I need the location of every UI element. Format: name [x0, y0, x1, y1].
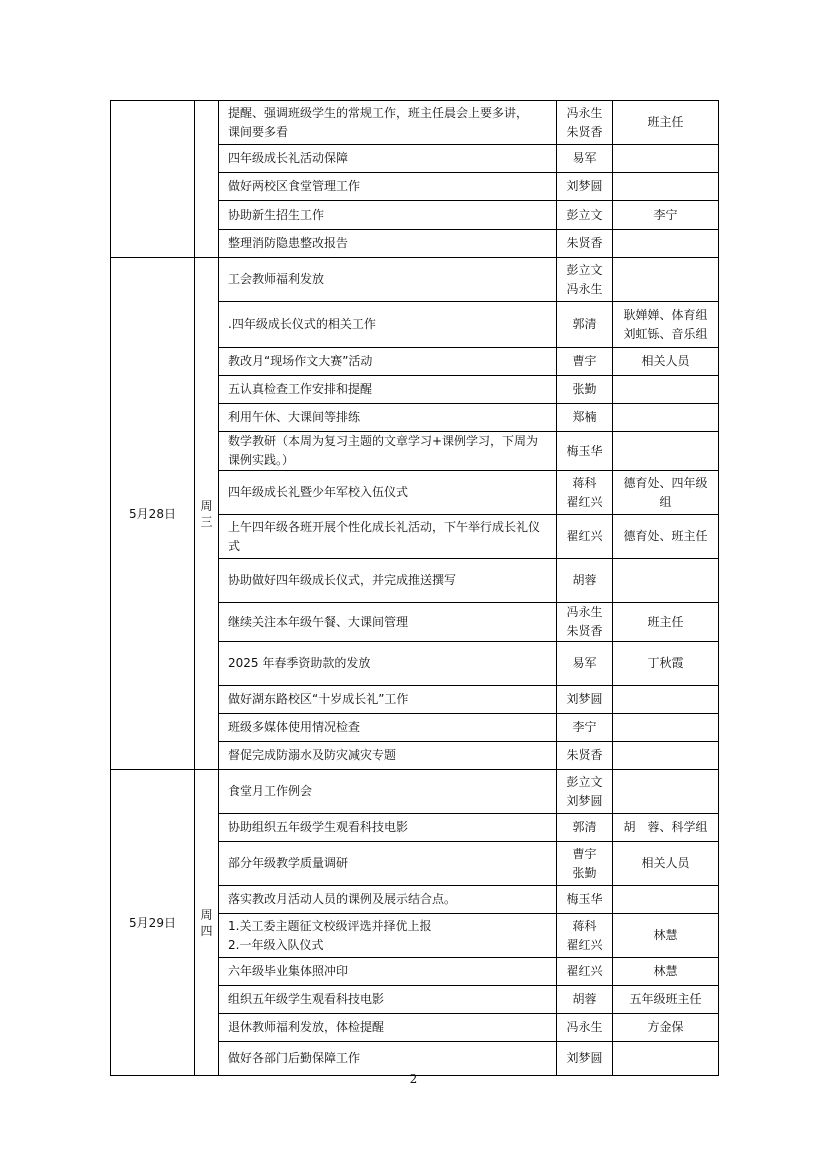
person-cell [557, 201, 613, 230]
person-cell-line: 易军 [572, 656, 597, 670]
task-cell [219, 958, 557, 986]
table-row [111, 101, 719, 145]
cooperator-cell-line: 德育处、班主任 [623, 529, 708, 543]
task-cell [219, 101, 557, 145]
task-cell [219, 145, 557, 173]
person-cell [557, 886, 613, 914]
person-cell-line: 曹宇 [572, 354, 597, 368]
task-cell [219, 842, 557, 886]
person-cell-line: 郭清 [572, 820, 597, 834]
cooperator-cell-line: 李宁 [653, 207, 678, 222]
person-cell [557, 230, 613, 258]
task-cell-line: 做好各部门后勤保障工作 [228, 1051, 361, 1065]
task-cell-line: 工会教师福利发放 [228, 272, 325, 286]
task-cell [219, 914, 557, 958]
task-cell-line: 2.一年级入队仪式 [228, 937, 324, 952]
date-cell [111, 101, 195, 258]
task-cell [219, 471, 557, 515]
person-cell-line: 易军 [572, 151, 597, 165]
task-cell-line: 1.关工委主题征文校级评选并择优上报 [228, 918, 432, 933]
weekday-cell-line: 周 [200, 498, 213, 513]
cooperator-cell [613, 742, 719, 770]
person-cell [557, 714, 613, 742]
task-cell-line: 协助做好四年级成长仪式，并完成推送撰写 [228, 573, 457, 587]
person-cell [557, 814, 613, 842]
task-cell-line: 教改月“现场作文大赛”活动 [228, 354, 373, 368]
task-cell-line: 协助组织五年级学生观看科技电影 [228, 820, 409, 834]
person-cell [557, 432, 613, 471]
task-cell-line: 部分年级教学质量调研 [228, 856, 349, 870]
task-cell-line: 五认真检查工作安排和提醒 [228, 382, 373, 396]
table-row [111, 770, 719, 814]
person-cell-line: 翟红兴 [566, 937, 603, 952]
task-cell [219, 603, 557, 642]
schedule-body [111, 101, 719, 1076]
task-cell [219, 886, 557, 914]
weekday-cell [195, 101, 219, 258]
cooperator-cell [613, 101, 719, 145]
task-cell [219, 376, 557, 404]
task-cell [219, 559, 557, 603]
weekday-cell [195, 258, 219, 770]
page-number: 2 [409, 1072, 418, 1086]
task-cell-line: 落实教改月活动人员的课例及展示结合点。 [228, 892, 457, 906]
task-cell [219, 173, 557, 201]
cooperator-cell-line: 刘虹铄、音乐组 [623, 326, 708, 341]
cooperator-cell [613, 1014, 719, 1042]
cooperator-cell [613, 302, 719, 348]
task-cell [219, 686, 557, 714]
cooperator-cell [613, 842, 719, 886]
cooperator-cell [613, 471, 719, 515]
person-cell-line: 翟红兴 [566, 964, 603, 978]
person-cell [557, 770, 613, 814]
person-cell-line: 梅玉华 [566, 443, 603, 458]
cooperator-cell [613, 914, 719, 958]
cooperator-cell [613, 814, 719, 842]
person-cell-line: 蒋科 [572, 918, 597, 933]
person-cell [557, 348, 613, 376]
person-cell-line: 曹宇 [572, 846, 597, 861]
person-cell-line: 胡蓉 [572, 573, 597, 587]
person-cell [557, 986, 613, 1014]
task-cell-line: 协助新生招生工作 [228, 207, 325, 222]
task-cell-line: 课例实践。） [228, 453, 295, 467]
cooperator-cell [613, 559, 719, 603]
date-cell: 5月29日 [111, 770, 195, 1076]
person-cell [557, 376, 613, 404]
task-cell-line: 课间要多看 [228, 124, 289, 139]
task-cell-line: 做好湖东路校区“十岁成长礼”工作 [228, 692, 409, 706]
person-cell-line: 郑楠 [572, 410, 597, 424]
person-cell [557, 471, 613, 515]
person-cell-line: 李宁 [572, 720, 597, 734]
person-cell-line: 翟红兴 [566, 529, 603, 543]
cooperator-cell-line: 丁秋霞 [647, 656, 684, 670]
person-cell [557, 742, 613, 770]
cooperator-cell [613, 958, 719, 986]
person-cell-line: 朱贤香 [566, 124, 603, 139]
person-cell [557, 842, 613, 886]
weekday-cell [195, 770, 219, 1076]
person-cell-line: 梅玉华 [566, 892, 603, 906]
person-cell [557, 173, 613, 201]
cooperator-cell-line: 班主任 [647, 614, 684, 629]
task-cell [219, 714, 557, 742]
person-cell-line: 刘梦圆 [566, 692, 603, 706]
task-cell-line: 继续关注本年级午餐、大课间管理 [228, 614, 409, 629]
person-cell-line: 冯永生 [566, 605, 603, 619]
cooperator-cell [613, 886, 719, 914]
person-cell [557, 642, 613, 686]
cooperator-cell-line: 方金保 [647, 1020, 684, 1034]
cooperator-cell [613, 201, 719, 230]
person-cell [557, 559, 613, 603]
person-cell-line: 张勤 [572, 865, 597, 880]
person-cell-line: 冯永生 [566, 1020, 603, 1034]
person-cell-line: 彭立文 [566, 262, 603, 277]
person-cell [557, 404, 613, 432]
task-cell-line: 退休教师福利发放，体检提醒 [228, 1020, 385, 1034]
person-cell [557, 515, 613, 559]
task-cell-line: 2025 年春季资助款的发放 [228, 656, 371, 670]
cooperator-cell [613, 145, 719, 173]
task-cell [219, 432, 557, 471]
date-cell: 5月28日 [111, 258, 195, 770]
person-cell [557, 603, 613, 642]
task-cell [219, 814, 557, 842]
cooperator-cell-line: 相关人员 [641, 856, 690, 870]
cooperator-cell [613, 432, 719, 471]
task-cell-line: 提醒、强调班级学生的常规工作，班主任晨会上要多讲， [228, 105, 529, 120]
task-cell-line: .四年级成长仪式的相关工作 [228, 317, 376, 331]
task-cell-line: 四年级成长礼暨少年军校入伍仪式 [228, 485, 409, 499]
person-cell-line: 郭清 [572, 317, 597, 331]
task-cell-line: 上午四年级各班开展个性化成长礼活动，下午举行成长礼仪 [228, 519, 541, 534]
cooperator-cell [613, 258, 719, 302]
task-cell-line: 数学教研（本周为复习主题的文章学习+课例学习，下周为 [228, 434, 539, 448]
person-cell-line: 刘梦圆 [566, 1051, 603, 1065]
cooperator-cell [613, 686, 719, 714]
person-cell [557, 1042, 613, 1076]
cooperator-cell-line: 耿婵婵、体育组 [623, 307, 708, 322]
cooperator-cell-line: 林慧 [653, 964, 678, 978]
person-cell [557, 258, 613, 302]
person-cell-line: 朱贤香 [566, 748, 603, 762]
person-cell-line: 蒋科 [572, 475, 597, 490]
cooperator-cell-line: 组 [659, 494, 672, 509]
person-cell-line: 刘梦圆 [566, 793, 603, 808]
person-cell [557, 686, 613, 714]
cooperator-cell [613, 348, 719, 376]
schedule-table [110, 100, 719, 1076]
person-cell [557, 302, 613, 348]
weekday-cell-line: 四 [200, 923, 213, 938]
cooperator-cell [613, 515, 719, 559]
task-cell-line: 食堂月工作例会 [228, 784, 313, 798]
task-cell-line: 利用午休、大课间等排练 [228, 410, 361, 424]
task-cell [219, 770, 557, 814]
task-cell-line: 式 [228, 538, 241, 553]
person-cell-line: 朱贤香 [566, 624, 603, 638]
cooperator-cell [613, 642, 719, 686]
task-cell [219, 201, 557, 230]
cooperator-cell-line: 德育处、四年级 [623, 475, 708, 490]
task-cell [219, 302, 557, 348]
person-cell [557, 101, 613, 145]
person-cell-line: 冯永生 [566, 281, 603, 296]
person-cell-line: 冯永生 [566, 105, 603, 120]
task-cell [219, 230, 557, 258]
cooperator-cell [613, 376, 719, 404]
task-cell-line: 做好两校区食堂管理工作 [228, 179, 361, 193]
table-row [111, 258, 719, 302]
weekday-cell-line: 周 [200, 907, 213, 922]
cooperator-cell [613, 1042, 719, 1076]
task-cell [219, 515, 557, 559]
cooperator-cell-line: 班主任 [647, 115, 684, 129]
person-cell-line: 彭立文 [566, 207, 603, 222]
task-cell [219, 404, 557, 432]
task-cell-line: 六年级毕业集体照冲印 [228, 964, 349, 978]
cooperator-cell-line: 相关人员 [641, 354, 690, 368]
person-cell-line: 刘梦圆 [566, 179, 603, 193]
task-cell-line: 督促完成防溺水及防灾减灾专题 [228, 748, 397, 762]
cooperator-cell [613, 770, 719, 814]
cooperator-cell [613, 173, 719, 201]
task-cell [219, 1014, 557, 1042]
cooperator-cell [613, 230, 719, 258]
task-cell [219, 986, 557, 1014]
person-cell-line: 张勤 [572, 382, 597, 396]
cooperator-cell [613, 714, 719, 742]
task-cell [219, 1042, 557, 1076]
cooperator-cell [613, 603, 719, 642]
cooperator-cell [613, 404, 719, 432]
task-cell [219, 258, 557, 302]
task-cell [219, 348, 557, 376]
task-cell [219, 742, 557, 770]
task-cell-line: 班级多媒体使用情况检查 [228, 720, 361, 734]
cooperator-cell-line: 林慧 [653, 928, 678, 942]
person-cell-line: 翟红兴 [566, 494, 603, 509]
cooperator-cell [613, 986, 719, 1014]
task-cell-line: 组织五年级学生观看科技电影 [228, 992, 385, 1006]
person-cell-line: 朱贤香 [566, 236, 603, 250]
cooperator-cell-line: 胡 蓉、科学组 [623, 820, 708, 834]
person-cell [557, 958, 613, 986]
cooperator-cell-line: 五年级班主任 [629, 992, 702, 1006]
person-cell [557, 145, 613, 173]
person-cell [557, 914, 613, 958]
task-cell [219, 642, 557, 686]
weekday-cell-line: 三 [200, 514, 213, 529]
person-cell-line: 胡蓉 [572, 992, 597, 1006]
person-cell-line: 彭立文 [566, 774, 603, 789]
task-cell-line: 整理消防隐患整改报告 [228, 236, 349, 250]
person-cell [557, 1014, 613, 1042]
task-cell-line: 四年级成长礼活动保障 [228, 151, 349, 165]
